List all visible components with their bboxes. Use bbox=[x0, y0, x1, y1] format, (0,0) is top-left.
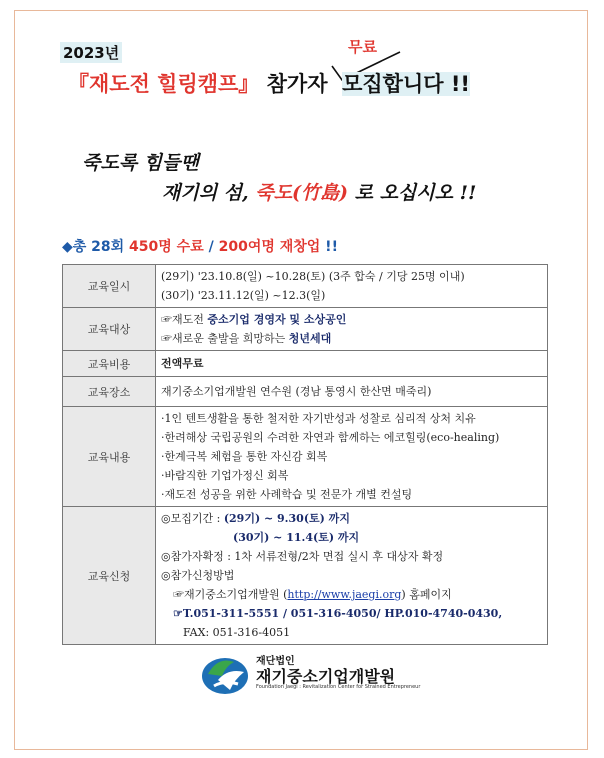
site-line bbox=[161, 585, 542, 604]
stats-completed: 450명 수료 bbox=[129, 239, 204, 255]
stats-suffix: !! bbox=[320, 239, 338, 255]
headline-title: 『재도전 힐링캠프』 bbox=[68, 72, 260, 96]
stats-prefix: ◆총 28회 bbox=[62, 239, 130, 255]
site-suffix: ) 홈페이지 bbox=[401, 588, 452, 601]
target-prefix: ☞재도전 bbox=[161, 313, 208, 326]
stats-sep: / bbox=[203, 239, 219, 255]
target-line-1 bbox=[161, 310, 542, 329]
period-29: (29기) ~ 9.30(토) 까지 bbox=[223, 512, 350, 525]
headline bbox=[68, 68, 470, 98]
slogan-island: 죽도(竹島) bbox=[255, 182, 348, 204]
table-row-target bbox=[63, 308, 548, 351]
table-row-location bbox=[63, 377, 548, 407]
logo-org-name: 재기중소기업개발원 bbox=[256, 667, 396, 686]
period-label: ◎모집기간 : bbox=[161, 512, 224, 525]
target-prefix: ☞새로운 출발을 희망하는 bbox=[161, 332, 289, 345]
table-row-apply bbox=[63, 507, 548, 645]
tel-line: ☞T.051-311-5551 / 051-316-4050/ HP.010-4740-0430, bbox=[173, 607, 503, 620]
slogan-line-1: 죽도록 힘들땐 bbox=[82, 152, 199, 174]
location-value: 재기중소기업개발원 연수원 (경남 통영시 한산면 매죽리) bbox=[156, 377, 548, 407]
foundation-logo bbox=[200, 650, 420, 696]
target-line-2 bbox=[161, 329, 542, 348]
row-label: 교육신청 bbox=[63, 507, 156, 645]
site-prefix: ☞재기중소기업개발원 ( bbox=[173, 588, 288, 601]
row-value bbox=[156, 407, 548, 507]
list-item: ·1인 텐트생활을 통한 철저한 자기반성과 성찰로 심리적 상처 치유 bbox=[161, 412, 476, 425]
schedule-29: (29기) '23.10.8(일) ~10.28(토) (3주 합숙 / 기당 25명 이내) bbox=[161, 270, 465, 283]
period-30-line bbox=[161, 528, 542, 547]
table-row-cost bbox=[63, 351, 548, 377]
fax-line: FAX: 051-316-4051 bbox=[183, 626, 291, 639]
row-value bbox=[156, 507, 548, 645]
logo-org-english: Foundation Jaegi : Revitalization Center for Strained Entrepreneur bbox=[256, 684, 421, 690]
cost-value: 전액무료 bbox=[156, 351, 548, 377]
period-30: (30기) ~ 11.4(토) 까지 bbox=[233, 531, 360, 544]
foundation-emblem-icon bbox=[200, 650, 250, 696]
method-line: ◎참가신청방법 bbox=[161, 569, 235, 582]
row-value bbox=[156, 265, 548, 308]
row-value bbox=[156, 308, 548, 351]
stats-restart: 200여명 재창업 bbox=[218, 239, 321, 255]
table-row-content bbox=[63, 407, 548, 507]
list-item: ·한려해상 국립공원의 수려한 자연과 함께하는 에코힐링(eco-healing) bbox=[161, 431, 500, 444]
list-item: ·재도전 성공을 위한 사례학습 및 전문가 개별 컨설팅 bbox=[161, 488, 413, 501]
row-label: 교육비용 bbox=[63, 351, 156, 377]
confirm-line: ◎참가자확정 : 1차 서류전형/2차 면접 실시 후 대상자 확정 bbox=[161, 550, 444, 563]
site-link[interactable]: http://www.jaegi.org bbox=[287, 588, 402, 601]
table-row-schedule bbox=[63, 265, 548, 308]
target-emphasis: 청년세대 bbox=[288, 332, 332, 345]
list-item: ·바람직한 기업가정신 회복 bbox=[161, 469, 289, 482]
slogan-line-2 bbox=[162, 178, 476, 205]
stats-line bbox=[62, 236, 338, 256]
headline-mid: 참가자 bbox=[259, 72, 328, 96]
row-label: 교육일시 bbox=[63, 265, 156, 308]
row-label: 교육장소 bbox=[63, 377, 156, 407]
row-label: 교육내용 bbox=[63, 407, 156, 507]
schedule-30: (30기) '23.11.12(일) ~12.3(일) bbox=[161, 289, 326, 302]
logo-org-type: 재단법인 bbox=[256, 656, 295, 667]
info-table bbox=[62, 264, 548, 645]
handwritten-free-note: 무료 bbox=[348, 38, 377, 56]
headline-end: 모집합니다 !! bbox=[342, 72, 471, 96]
slogan-suffix: 로 오십시오 !! bbox=[347, 182, 477, 204]
year-label: 2023년 bbox=[60, 42, 122, 63]
target-emphasis: 중소기업 경영자 및 소상공인 bbox=[207, 313, 347, 326]
list-item: ·한계극복 체험을 통한 자신감 회복 bbox=[161, 450, 328, 463]
slogan-prefix: 재기의 섬, bbox=[162, 182, 249, 204]
period-line bbox=[161, 509, 542, 528]
row-label: 교육대상 bbox=[63, 308, 156, 351]
